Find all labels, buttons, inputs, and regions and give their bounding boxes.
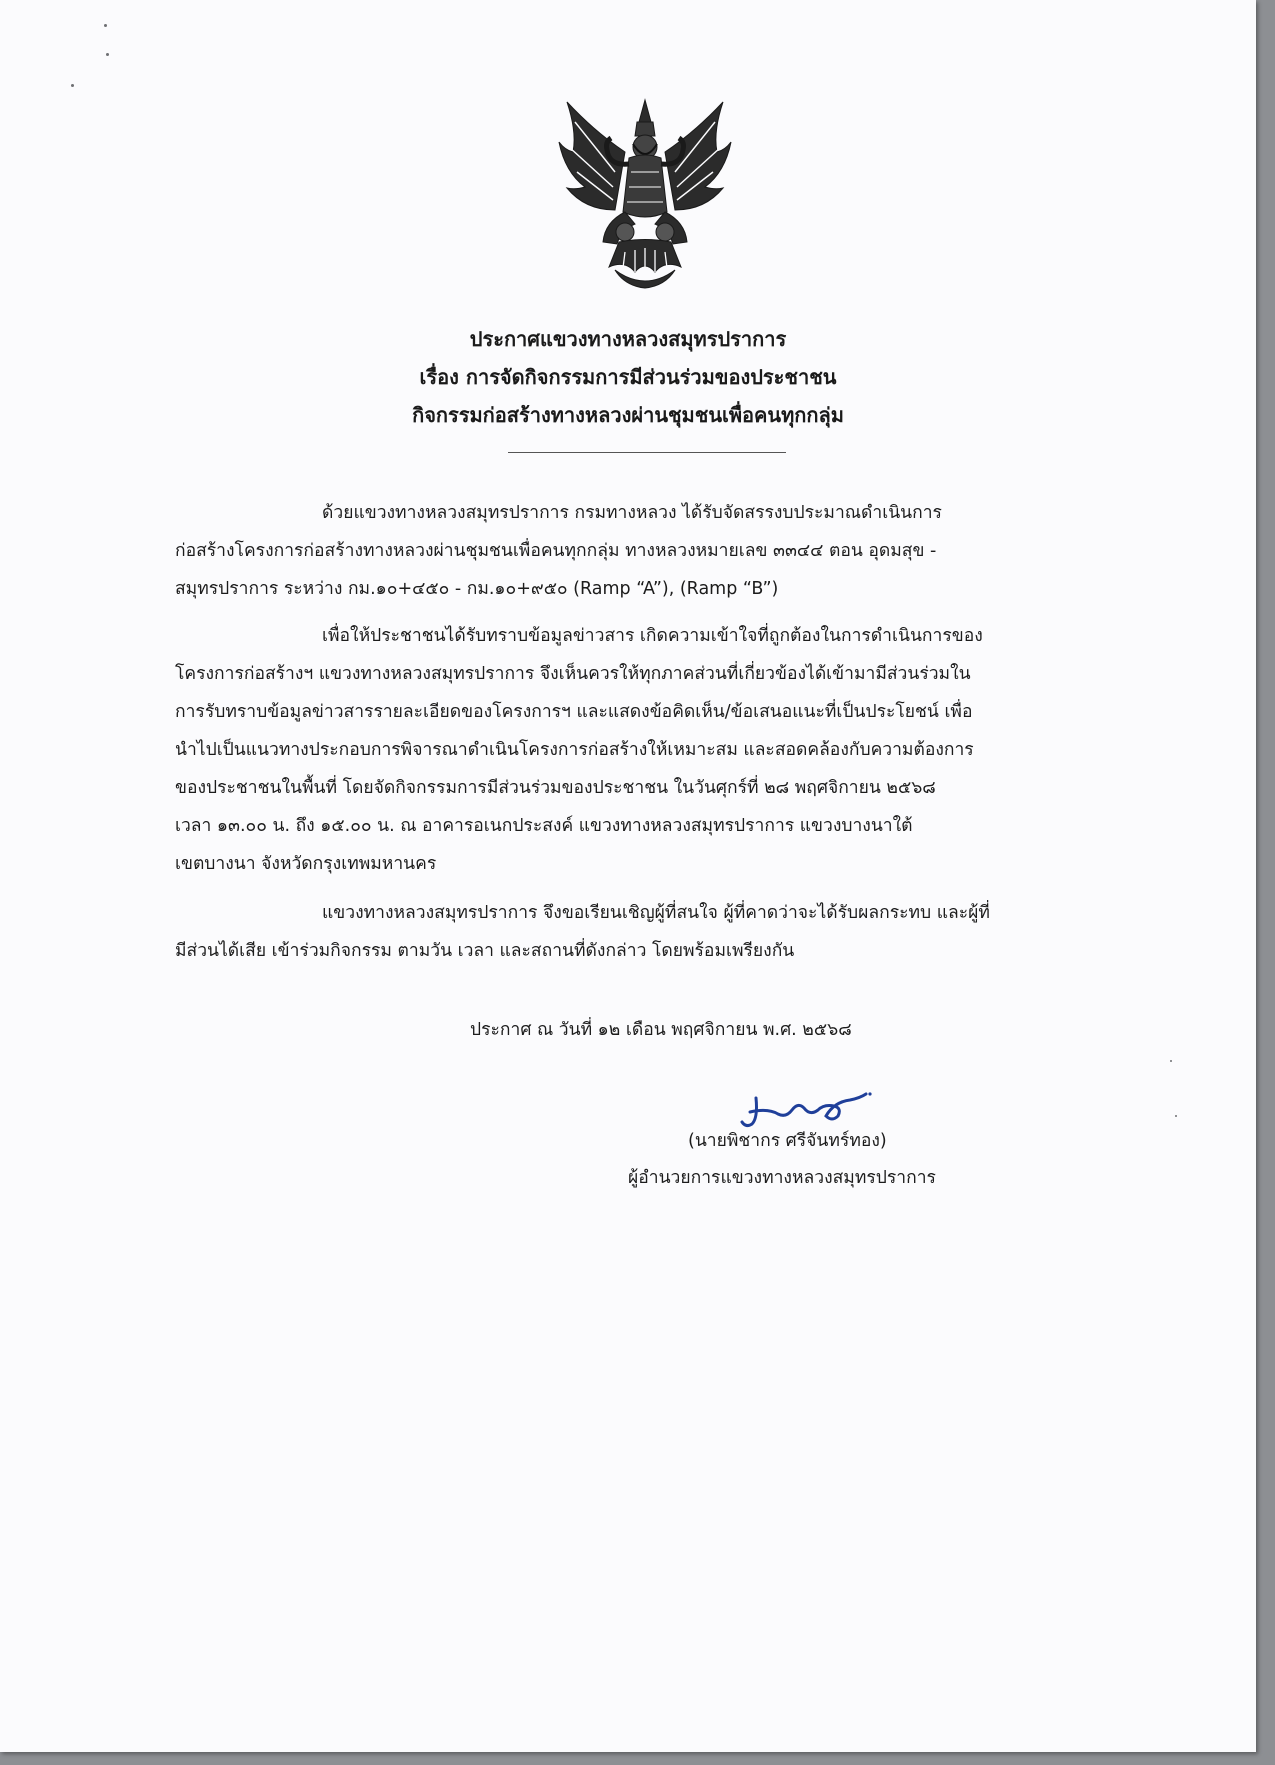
paragraph-line: การรับทราบข้อมูลข่าวสารรายละเอียดของโครงการฯ และแสดงข้อคิดเห็น/ข้อเสนอแนะที่เป็นประโยชน์ เพื่อ (175, 702, 973, 722)
paragraph-line: โครงการก่อสร้างฯ แขวงทางหลวงสมุทรปราการ จึงเห็นควรให้ทุกภาคส่วนที่เกี่ยวข้องได้เข้ามามีส่วนร่วมใน (175, 664, 971, 684)
paragraph-line: แขวงทางหลวงสมุทรปราการ จึงขอเรียนเชิญผู้ที่สนใจ ผู้ที่คาดว่าจะได้รับผลกระทบ และผู้ที่ (322, 903, 990, 923)
paragraph-line: มีส่วนได้เสีย เข้าร่วมกิจกรรม ตามวัน เวลา และสถานที่ดังกล่าว โดยพร้อมเพรียงกัน (175, 941, 795, 961)
scan-speck (1175, 1115, 1177, 1117)
header-title: ประกาศแขวงทางหลวงสมุทรปราการ (469, 327, 787, 351)
scan-speck (104, 24, 107, 27)
paragraph-line: เพื่อให้ประชาชนได้รับทราบข้อมูลข่าวสาร เกิดความเข้าใจที่ถูกต้องในการดำเนินการของ (322, 626, 983, 646)
scan-speck (1170, 1060, 1172, 1062)
header-activity: กิจกรรมก่อสร้างทางหลวงผ่านชุมชนเพื่อคนทุกกลุ่ม (412, 403, 844, 427)
scan-speck (106, 53, 109, 56)
signatory-name: (นายพิชากร ศรีจันทร์ทอง) (688, 1131, 887, 1151)
announcement-header (0, 320, 1256, 434)
garuda-emblem-icon (555, 92, 735, 292)
paragraph-line: สมุทรปราการ ระหว่าง กม.๑๐+๔๕๐ - กม.๑๐+๙๕๐ (Ramp “A”), (Ramp “B”) (175, 579, 779, 599)
header-divider (508, 452, 786, 453)
paragraph-line: ด้วยแขวงทางหลวงสมุทรปราการ กรมทางหลวง ได้รับจัดสรรงบประมาณดำเนินการ (322, 503, 942, 523)
paragraph-line: ก่อสร้างโครงการก่อสร้างทางหลวงผ่านชุมชนเพื่อคนทุกกลุ่ม ทางหลวงหมายเลข ๓๓๔๔ ตอน อุดมสุข - (175, 541, 937, 561)
scan-speck (71, 84, 74, 87)
signatory-title: ผู้อำนวยการแขวงทางหลวงสมุทรปราการ (628, 1168, 936, 1188)
paragraph-line: เวลา ๑๓.๐๐ น. ถึง ๑๕.๐๐ น. ณ อาคารอเนกประสงค์ แขวงทางหลวงสมุทรปราการ แขวงบางนาใต้ (175, 816, 913, 836)
header-subject: เรื่อง การจัดกิจกรรมการมีส่วนร่วมของประชาชน (419, 365, 837, 389)
paragraph-line: นำไปเป็นแนวทางประกอบการพิจารณาดำเนินโครงการก่อสร้างให้เหมาะสม และสอดคล้องกับความต้องการ (175, 740, 974, 760)
paragraph-line: ของประชาชนในพื้นที่ โดยจัดกิจกรรมการมีส่วนร่วมของประชาชน ในวันศุกร์ที่ ๒๘ พฤศจิกายน ๒๕๖๘ (175, 778, 936, 798)
paragraph-line: เขตบางนา จังหวัดกรุงเทพมหานคร (175, 854, 437, 874)
announcement-date: ประกาศ ณ วันที่ ๑๒ เดือน พฤศจิกายน พ.ศ. ๒๕๖๘ (470, 1020, 852, 1040)
